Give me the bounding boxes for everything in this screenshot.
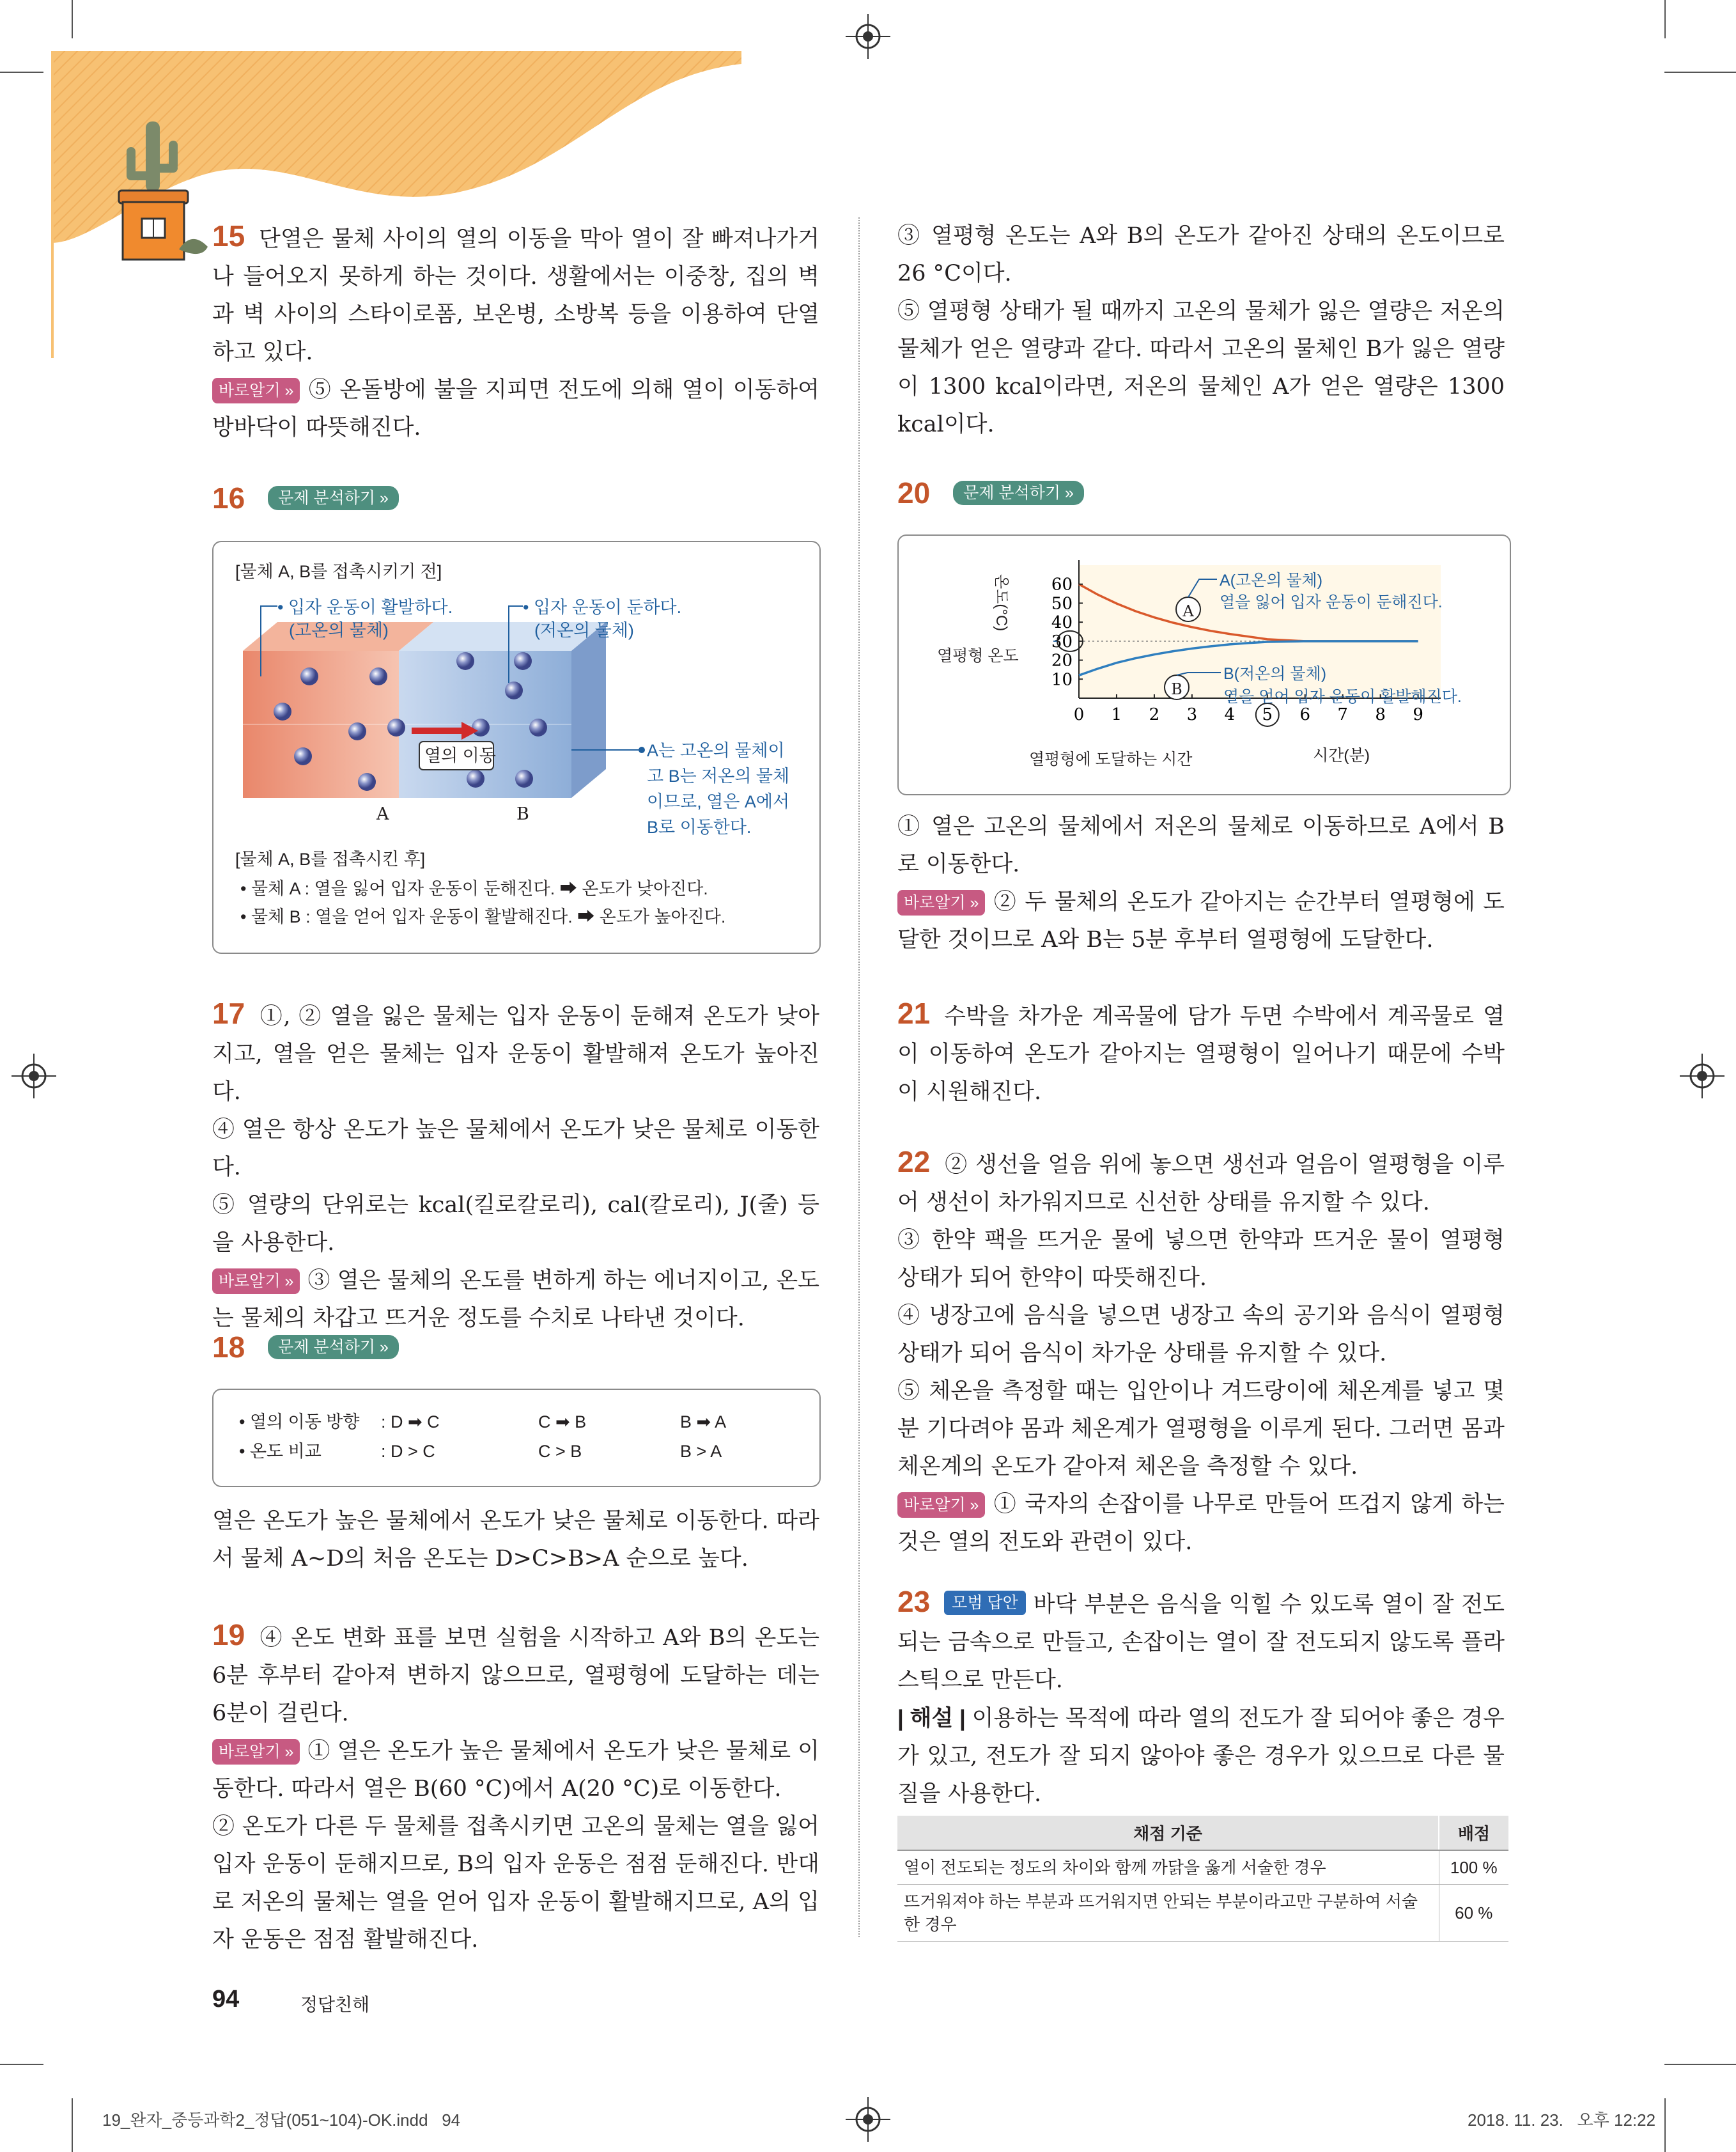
answer-text: 바닥 부분은 음식을 익힐 수 있도록 열이 잘 전도되는 금속으로 만들고, 손잡이는 열이 잘 전도되지 않도록 플라스틱으로 만든다. bbox=[897, 1592, 1505, 1693]
question-number: 15 bbox=[212, 219, 245, 253]
registration-mark-icon bbox=[846, 2097, 890, 2142]
row-compare-3: B > A bbox=[680, 1442, 722, 1461]
a-label-1: A(고온의 물체) bbox=[1220, 572, 1323, 589]
x-tick-label: 4 bbox=[1224, 705, 1236, 724]
wrong-answer-tag: 바로알기 » bbox=[897, 890, 985, 916]
row-compare-2: C > B bbox=[538, 1442, 582, 1461]
before-title: [물체 A, B를 접촉시키기 전] bbox=[235, 562, 442, 581]
answer-text: ① 국자의 손잡이를 나무로 만들어 뜨겁지 않게 하는 것은 열의 전도와 관련이 있다. bbox=[897, 1492, 1505, 1555]
question-20-text bbox=[897, 808, 1505, 959]
question-15 bbox=[212, 217, 819, 447]
answer-text: ③ 열평형 온도는 A와 B의 온도가 같아진 상태의 온도이므로 26 °C이다. bbox=[897, 223, 1505, 286]
question-number: 23 bbox=[897, 1585, 931, 1618]
registration-mark-icon bbox=[846, 14, 890, 59]
x-axis-label: 시간(분) bbox=[1313, 747, 1370, 765]
question-16-header bbox=[212, 481, 399, 515]
question-number: 20 bbox=[897, 476, 931, 510]
analysis-tag: 문제 분석하기 » bbox=[268, 486, 399, 510]
criteria-cell: 열이 전도되는 정도의 차이와 함께 까닭을 옳게 서술한 경우 bbox=[897, 1850, 1439, 1885]
answer-text: ⑤ 체온을 측정할 때는 입안이나 겨드랑이에 체온계를 넣고 몇 분 기다려야 몸과 체온계가 열평형을 이루게 된다. 그러면 몸과 체온계의 온도가 같아져 체온을 측정할 수 있다. bbox=[897, 1378, 1505, 1479]
question-16-diagram-box bbox=[212, 541, 821, 954]
answer-text: 수박을 차가운 계곡물에 담가 두면 수박에서 계곡물로 열이 이동하여 온도가 같아지는 열평형이 일어나기 때문에 수박이 시원해진다. bbox=[897, 1004, 1505, 1105]
answer-text: ④ 냉장고에 음식을 넣으면 냉장고 속의 공기와 음식이 열평형 상태가 되어 음식이 차가운 상태를 유지할 수 있다. bbox=[897, 1303, 1505, 1366]
side-note: A는 고온의 물체이 고 B는 저온의 물체 이므로, 열은 A에서 B로 이동한다. bbox=[647, 741, 790, 837]
x-tick-label: 3 bbox=[1186, 705, 1198, 724]
y-tick-label: 50 bbox=[1051, 594, 1073, 614]
y-tick-label: 10 bbox=[1051, 670, 1073, 690]
crop-mark bbox=[0, 2064, 43, 2065]
question-23 bbox=[897, 1583, 1505, 1813]
answer-text: 이용하는 목적에 따라 열의 전도가 잘 되어야 좋은 경우가 있고, 전도가 잘 되지 않아야 좋은 경우가 있으므로 다른 물질을 사용한다. bbox=[897, 1706, 1505, 1807]
x-tick-label: 7 bbox=[1337, 705, 1348, 724]
crop-mark bbox=[72, 0, 73, 38]
section-label: 정답친해 bbox=[300, 1995, 370, 2015]
y-tick-label: 30 bbox=[1051, 632, 1073, 651]
column-divider bbox=[858, 217, 860, 1937]
question-21 bbox=[897, 995, 1505, 1111]
label-b-line1: • 입자 운동이 둔하다. bbox=[523, 598, 682, 617]
row-compare-1: : D > C bbox=[381, 1442, 435, 1461]
question-20-header bbox=[897, 476, 1084, 510]
table-row bbox=[897, 1885, 1508, 1942]
row-direction-3: B ➡ A bbox=[680, 1412, 727, 1431]
y-tick-label: 40 bbox=[1051, 613, 1073, 633]
question-19 bbox=[212, 1616, 819, 1959]
label-b-line2: (저온의 물체) bbox=[534, 621, 634, 640]
b-label-2: 열을 얻어 입자 운동이 활발해진다. bbox=[1223, 688, 1462, 706]
question-number: 16 bbox=[212, 481, 245, 515]
question-19-continued bbox=[897, 217, 1505, 444]
block-a-label: A bbox=[376, 804, 389, 824]
answer-text: ② 두 물체의 온도가 같아지는 순간부터 열평형에 도달한 것이므로 A와 B는 5분 후부터 열평형에 도달한다. bbox=[897, 889, 1505, 953]
y-tick-label: 20 bbox=[1051, 651, 1073, 671]
x-tick-label: 0 bbox=[1073, 705, 1085, 724]
cactus-pot-icon bbox=[102, 115, 211, 269]
answer-text: 단열은 물체 사이의 열의 이동을 막아 열이 잘 빠져나가거나 들어오지 못하게 하는 것이다. 생활에서는 이중창, 집의 벽과 벽 사이의 스타이로폼, 보온병, 소방복 등을 이용하여 단열하고 있다. bbox=[212, 226, 819, 365]
question-20-chart-box bbox=[897, 534, 1511, 795]
answer-text: ⑤ 열평형 상태가 될 때까지 고온의 물체가 잃은 열량은 저온의 물체가 얻은 열량과 같다. 따라서 고온의 물체인 B가 잃은 열량이 1300 kcal이라면, 저온의 물체인 A가 얻은 열량은 1300 kcal이다. bbox=[897, 299, 1505, 437]
row-direction-label: • 열의 이동 방향 bbox=[239, 1412, 360, 1431]
row-direction-1: : D ➡ C bbox=[381, 1412, 440, 1431]
score-cell: 100 % bbox=[1439, 1850, 1508, 1885]
wrong-answer-tag: 바로알기 » bbox=[212, 1739, 300, 1765]
question-number: 22 bbox=[897, 1145, 931, 1178]
x-tick-label: 6 bbox=[1299, 705, 1311, 724]
y-tick-label: 60 bbox=[1051, 575, 1073, 595]
row-direction-2: C ➡ B bbox=[538, 1412, 587, 1431]
answer-text: ⑤ 온돌방에 불을 지피면 전도에 의해 열이 이동하여 방바닥이 따뜻해진다. bbox=[212, 377, 819, 441]
criteria-cell: 뜨거워져야 하는 부분과 뜨거워지면 안되는 부분이라고만 구분하여 서술한 경우 bbox=[897, 1885, 1439, 1942]
question-number: 17 bbox=[212, 997, 245, 1030]
answer-text: ④ 온도 변화 표를 보면 실험을 시작하고 A와 B의 온도는 6분 후부터 같아져 변하지 않으므로, 열평형에 도달하는 데는 6분이 걸린다. bbox=[212, 1625, 819, 1726]
analysis-tag: 문제 분석하기 » bbox=[953, 481, 1084, 505]
file-info: 19_완자_중등과학2_정답(051~104)-OK.indd 94 bbox=[102, 2110, 461, 2130]
question-18-header bbox=[212, 1330, 399, 1364]
y-axis-label: 온도(°C) bbox=[993, 574, 1010, 632]
answer-text: ①, ② 열을 잃은 물체는 입자 운동이 둔해져 온도가 낮아지고, 열을 얻은 물체는 입자 운동이 활발해져 온도가 높아진다. bbox=[212, 1004, 819, 1105]
block-b-label: B bbox=[516, 804, 529, 824]
wrong-answer-tag: 바로알기 » bbox=[897, 1492, 985, 1518]
table-row bbox=[897, 1850, 1508, 1885]
analysis-tag: 문제 분석하기 » bbox=[268, 1335, 399, 1359]
score-cell: 60 % bbox=[1439, 1885, 1508, 1942]
answer-text: ④ 열은 항상 온도가 높은 물체에서 온도가 낮은 물체로 이동한다. bbox=[212, 1117, 819, 1180]
answer-text: ⑤ 열량의 단위로는 kcal(킬로칼로리), cal(칼로리), J(줄) 등을 사용한다. bbox=[212, 1192, 819, 1256]
b-marker: B bbox=[1171, 680, 1182, 698]
a-marker: A bbox=[1182, 602, 1194, 620]
x-tick-label: 5 bbox=[1262, 705, 1273, 724]
question-22 bbox=[897, 1143, 1505, 1561]
after-a: • 물체 A : 열을 잃어 입자 운동이 둔해진다. ➡ 온도가 낮아진다. bbox=[240, 879, 708, 898]
x-tick-label: 8 bbox=[1375, 705, 1386, 724]
table-header: 배점 bbox=[1439, 1816, 1508, 1850]
question-18-box bbox=[212, 1389, 821, 1487]
wrong-answer-tag: 바로알기 » bbox=[212, 378, 300, 403]
table-header: 채점 기준 bbox=[897, 1816, 1439, 1850]
page-number: 94 bbox=[212, 1986, 240, 2013]
answer-text: ③ 한약 팩을 뜨거운 물에 넣으면 한약과 뜨거운 물이 열평형 상태가 되어 한약이 따뜻해진다. bbox=[897, 1228, 1505, 1291]
crop-mark bbox=[0, 72, 43, 73]
question-number: 18 bbox=[212, 1330, 245, 1364]
a-label-2: 열을 잃어 입자 운동이 둔해진다. bbox=[1220, 593, 1443, 611]
registration-mark-icon bbox=[12, 1054, 56, 1098]
answer-text: ② 온도가 다른 두 물체를 접촉시키면 고온의 물체는 열을 잃어 입자 운동이 둔해지므로, B의 입자 운동은 점점 둔해진다. 반대로 저온의 물체는 열을 얻어 입자 운동이 활발해지므로, A의 입자 운동은 점점 활발해진다. bbox=[212, 1814, 819, 1953]
row-compare-label: • 온도 비교 bbox=[239, 1442, 322, 1461]
x-tick-label: 9 bbox=[1413, 705, 1423, 724]
x-tick-label: 1 bbox=[1111, 705, 1122, 724]
scoring-table bbox=[897, 1816, 1508, 1942]
question-number: 19 bbox=[212, 1618, 245, 1651]
answer-text: ② 생선을 얼음 위에 놓으면 생선과 얼음이 열평형을 이루어 생선이 차가워지므로 신선한 상태를 유지할 수 있다. bbox=[897, 1152, 1505, 1215]
question-number: 21 bbox=[897, 997, 931, 1030]
label-a-line2: (고온의 물체) bbox=[289, 621, 389, 640]
answer-text: ① 열은 온도가 높은 물체에서 온도가 낮은 물체로 이동한다. 따라서 열은 B(60 °C)에서 A(20 °C)로 이동한다. bbox=[212, 1738, 819, 1802]
crop-mark bbox=[72, 2098, 73, 2152]
wrong-answer-tag: 바로알기 » bbox=[212, 1268, 300, 1294]
x-tick-label: 2 bbox=[1149, 705, 1160, 724]
after-title: [물체 A, B를 접촉시킨 후] bbox=[235, 850, 426, 869]
model-answer-tag: 모범 답안 bbox=[944, 1591, 1026, 1615]
crop-mark bbox=[1664, 2064, 1736, 2065]
equilibrium-time-label: 열평형에 도달하는 시간 bbox=[1029, 751, 1193, 768]
label-a-line1: • 입자 운동이 활발하다. bbox=[277, 598, 453, 617]
equilibrium-temp-label: 열평형 온도 bbox=[937, 647, 1019, 665]
answer-text: ③ 열은 물체의 온도를 변하게 하는 에너지이고, 온도는 물체의 차갑고 뜨거운 정도를 수치로 나타낸 것이다. bbox=[212, 1268, 819, 1331]
after-b: • 물체 B : 열을 얻어 입자 운동이 활발해진다. ➡ 온도가 높아진다. bbox=[240, 907, 726, 926]
heat-transfer-label: 열의 이동 bbox=[424, 746, 496, 765]
b-label-1: B(저온의 물체) bbox=[1223, 665, 1327, 683]
crop-mark bbox=[1664, 2098, 1666, 2152]
question-18-text: 열은 온도가 높은 물체에서 온도가 낮은 물체로 이동한다. 따라서 물체 A~D의 처음 온도는 D>C>B>A 순으로 높다. bbox=[212, 1508, 819, 1571]
crop-mark bbox=[1664, 0, 1666, 38]
explanation-label: | 해설 | bbox=[897, 1706, 972, 1731]
crop-mark bbox=[1664, 72, 1736, 73]
question-17 bbox=[212, 995, 819, 1337]
registration-mark-icon bbox=[1680, 1054, 1724, 1098]
answer-text: ① 열은 고온의 물체에서 저온의 물체로 이동하므로 A에서 B로 이동한다. bbox=[897, 814, 1505, 877]
print-date: 2018. 11. 23. 오후 12:22 bbox=[1468, 2110, 1656, 2130]
